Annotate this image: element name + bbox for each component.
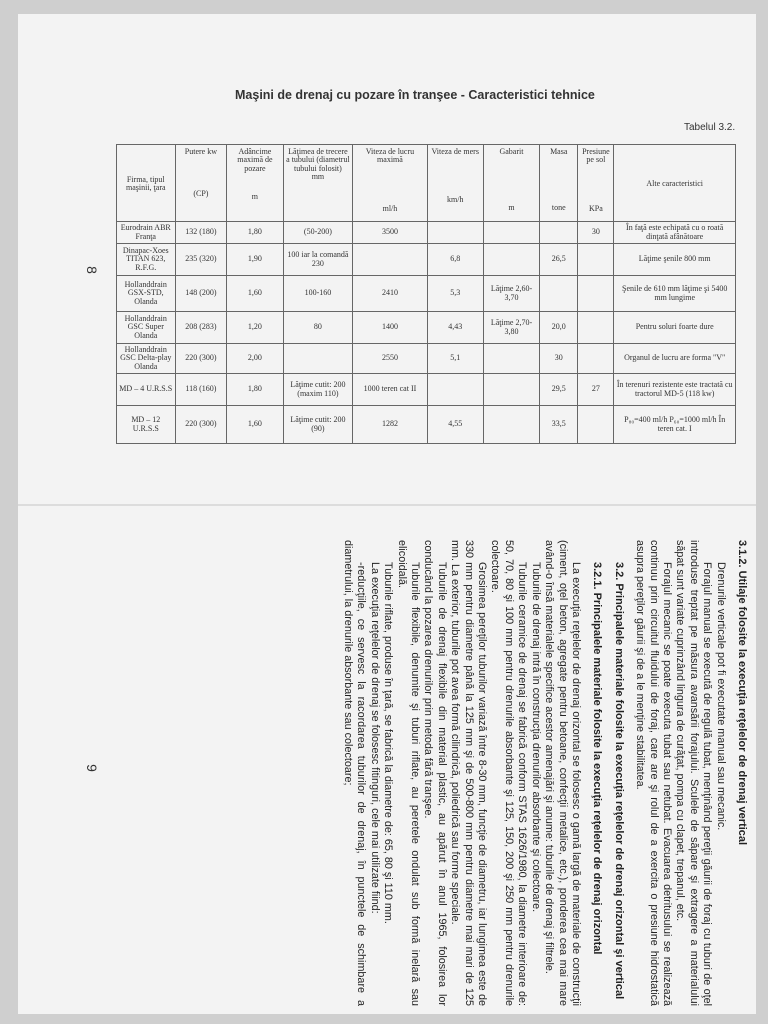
cell-firma: MD – 4 U.R.S.S [117,374,176,406]
cell-latime: 80 [283,312,353,344]
cell-viteza-mers: 5,1 [427,344,483,374]
paragraph: Forajul mecanic se poate executa tubat sau netubat. Evacuarea detritusului se realizează continuu prin circuitul fluidului de foraj, care are şi rolul de a exercita o presiune hidrostatică asupra pereţilor găurii şi de a le menţine stabilitatea. [634,540,673,1006]
page-title: Maşini de drenaj cu pozare în tranşee - Caracteristici tehnice [235,88,595,102]
cell-putere: 235 (320) [175,244,227,276]
col-masa: Masa tone [540,145,578,222]
heading-3-2-1: 3.2.1. Principalele materiale folosite la execuţia reţelelor de drenaj orizontal [591,562,604,955]
cell-adancime: 1,60 [227,406,283,444]
cell-alte: În terenuri rezistente este tractată cu tractorul MD-5 (118 kw) [614,374,736,406]
col-latime: Lăţimea de trecere a tubului (diametrul tubului folosit) mm [283,145,353,222]
heading-3-2: 3.2. Principalele materiale folosite la execuţia reţelelor de drenaj orizontal şi vertical [612,562,625,1000]
cell-presiune [578,406,614,444]
cell-gabarit [483,244,539,276]
cell-presiune [578,312,614,344]
col-putere: Putere kw (CP) [175,145,227,222]
cell-viteza-lucru: 2550 [353,344,427,374]
cell-viteza-lucru: 1282 [353,406,427,444]
cell-latime: 100-160 [283,276,353,312]
paragraph: La execuţia reţelelor de drenaj se folosesc fitinguri, cele mai utilizate fiind: [368,562,381,914]
cell-gabarit: Lăţime 2,60-3,70 [483,276,539,312]
cell-latime: Lăţime cutit: 200 (90) [283,406,353,444]
cell-presiune [578,344,614,374]
cell-viteza-mers: 6,8 [427,244,483,276]
cell-alte: În faţă este echipată cu o roată dinţată afânătoare [614,222,736,244]
cell-latime: 100 iar la comandă 230 [283,244,353,276]
cell-viteza-lucru: 1000 teren cat II [353,374,427,406]
cell-latime [283,344,353,374]
cell-firma: Hollanddrain GSX-STD, Olanda [117,276,176,312]
col-firma: Firma, tipul maşinii, ţara [117,145,176,222]
cell-masa: 20,0 [540,312,578,344]
cell-firma: Dinapac-Xoes TITAN 623, R.F.G. [117,244,176,276]
cell-putere: 148 (200) [175,276,227,312]
paragraph: Tuburile de drenaj flexibile din material plastic, au apărut în anul 1965, folosirea lor conducând la pozarea drenurilor prin metoda fără tranşee. [422,540,448,1006]
cell-viteza-mers: 4,43 [427,312,483,344]
cell-masa: 29,5 [540,374,578,406]
cell-latime: Lăţime cutit: 200 (maxim 110) [283,374,353,406]
cell-firma: Eurodrain ABR Franţa [117,222,176,244]
paragraph: Grosimea pereţilor tuburilor variază între 8-30 mm, funcţie de diametru, iar lungimea este de 330 mm pentru diametre până la 125 mm şi de 500-800 mm pentru diametre mai mari de 125 mm. La exterior, tuburile pot avea formă cilindrică, poliedrică sau forme speciale. [449,540,489,1006]
cell-firma: MD – 12 U.R.S.S [117,406,176,444]
cell-adancime: 1,80 [227,222,283,244]
cell-putere: 132 (180) [175,222,227,244]
cell-viteza-mers: 4,55 [427,406,483,444]
cell-viteza-mers [427,374,483,406]
col-viteza-lucru: Viteza de lucru maximă ml/h [353,145,427,222]
page-number-bottom: 9 [83,764,100,772]
cell-alte: Organul de lucru are forma "V" [614,344,736,374]
cell-gabarit [483,222,539,244]
col-viteza-mers: Viteza de mers km/h [427,145,483,222]
paragraph: -reducţiile, ce servesc la racordarea tuburilor de drenaj, în punctele de schimbare a diametrului, la drenurile absorbante sau colectoare; [342,540,368,1006]
table-row [117,276,736,312]
cell-presiune: 30 [578,222,614,244]
cell-presiune [578,276,614,312]
paragraph: Tuburile flexibile, denumite şi tuburi riflate, au peretele ondulat sub formă inelară sau elicoidală. [395,540,422,1006]
cell-gabarit: Lăţime 2,70-3,80 [483,312,539,344]
table-row [117,312,736,344]
cell-gabarit [483,406,539,444]
col-alte: Alte caracteristici [614,145,736,222]
page-number-top: 8 [83,266,100,274]
cell-putere: 220 (300) [175,406,227,444]
table-label: Tabelul 3.2. [684,122,736,133]
table-row [117,244,736,276]
cell-viteza-lucru [353,244,427,276]
cell-masa: 30 [540,344,578,374]
cell-firma: Hollanddrain GSC Delta-play Olanda [117,344,176,374]
cell-adancime: 1,90 [227,244,283,276]
table-row [117,344,736,374]
table-row [117,222,736,244]
cell-putere: 208 (283) [175,312,227,344]
paragraph: Forajul manual se execută de regulă tubat, menţinând pereţii găurii de foraj cu tuburi de oţel introduse treptat pe măsura avansării forajului. Sculele de săpare şi extragere a materialului săpat sunt variate cuprinzând lingura de curăţat, pompa cu clapet, trepanul, etc. [674,540,714,1006]
paragraph: La execuţia reţelelor de drenaj orizontal se folosesc o gamă largă de materiale de construcţii (ciment, oţel beton, agregate pentru betoane, confecţii metalice, etc.), ponderea cea mai mare având-o însă materialele specifice acestor amenajări şi anume: tuburile de drenaj şi filtrele. [543,540,582,1006]
cell-viteza-lucru: 2410 [353,276,427,312]
cell-alte: Şenile de 610 mm lăţime şi 5400 mm lungime [614,276,736,312]
cell-putere: 118 (160) [175,374,227,406]
cell-presiune [578,244,614,276]
paragraph: Tuburile ceramice de drenaj se fabrică conform STAS 1626/1980, la diametre interioare de: 50, 70, 80 şi 100 mm pentru drenurile absorbante şi 125, 150, 200 şi 250 mm pentru drenurile colectoare. [489,540,529,1006]
page-fold [18,504,756,506]
cell-latime: (50-200) [283,222,353,244]
cell-alte: Lăţime şenile 800 mm [614,244,736,276]
paragraph: Drenurile verticale pot fi executate manual sau mecanic. [714,562,727,831]
paragraph: Tuburile riflate, produse în ţară, se fabrică la diametre de: 65, 80 şi 110 mm. [382,562,395,924]
cell-firma: Hollanddrain GSC Super Olanda [117,312,176,344]
cell-gabarit [483,344,539,374]
spec-table [116,144,736,444]
cell-presiune: 27 [578,374,614,406]
heading-3-1-2: 3.1.2. Utilaje folosite la execuţia reţelelor de drenaj vertical [736,540,748,846]
cell-alte: Pentru soluri foarte dure [614,312,736,344]
cell-gabarit [483,374,539,406]
cell-viteza-mers [427,222,483,244]
cell-viteza-lucru: 1400 [353,312,427,344]
cell-adancime: 1,20 [227,312,283,344]
cell-masa [540,222,578,244]
cell-viteza-mers: 5,3 [427,276,483,312]
table-row [117,406,736,444]
col-adancime: Adâncime maximă de pozare m [227,145,283,222]
col-presiune: Presiune pe sol KPa [578,145,614,222]
cell-adancime: 1,60 [227,276,283,312]
col-gabarit: Gabarit m [483,145,539,222]
cell-adancime: 2,00 [227,344,283,374]
cell-masa: 33,5 [540,406,578,444]
paragraph: Tuburile de drenaj intră în construcţia drenurilor absorbante şi colectoare. [529,562,542,913]
cell-adancime: 1,80 [227,374,283,406]
cell-viteza-lucru: 3500 [353,222,427,244]
cell-masa [540,276,578,312]
cell-alte: P₈₀=400 ml/h P₆₀=1000 ml/h În teren cat. I [614,406,736,444]
table-header-row [117,145,736,222]
table-row [117,374,736,406]
rotated-text-page [104,540,748,1006]
cell-putere: 220 (300) [175,344,227,374]
cell-masa: 26,5 [540,244,578,276]
